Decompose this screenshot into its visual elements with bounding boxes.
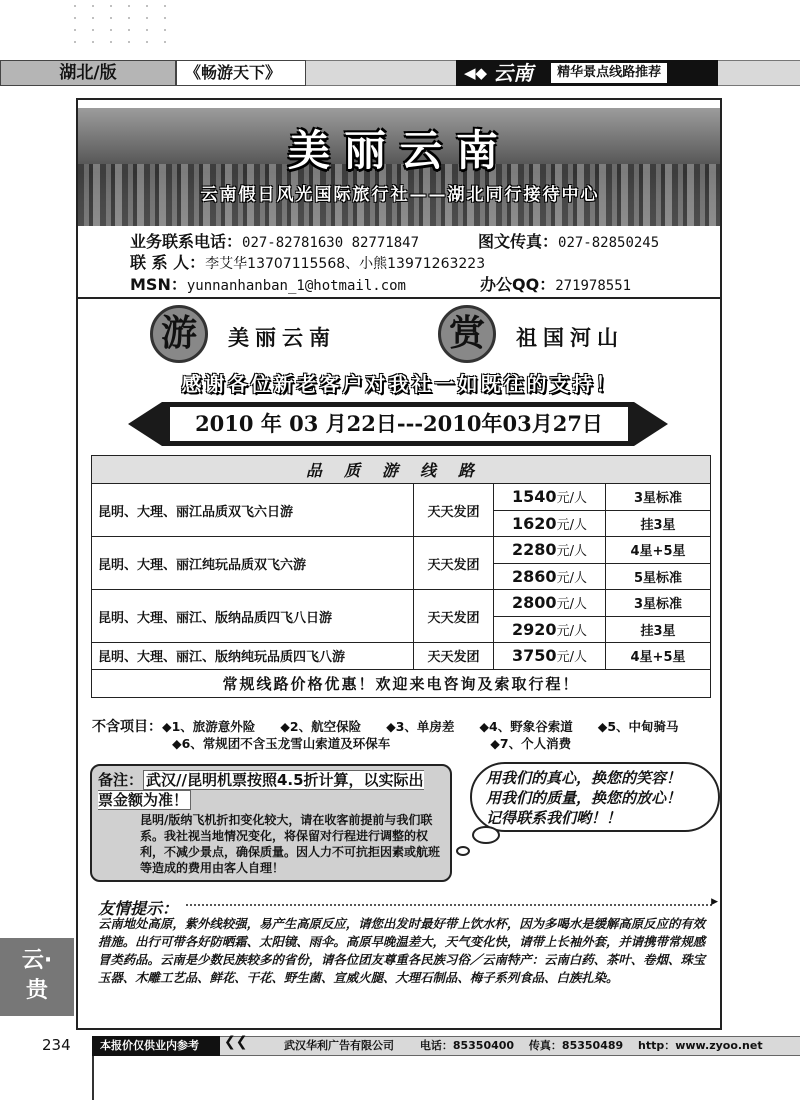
- price-value: 1620: [512, 513, 557, 533]
- hotel-standard: 挂3星: [606, 510, 711, 537]
- contact-msn-row: [130, 272, 406, 295]
- contact-qq-row: [480, 272, 631, 295]
- qq-label: 办公QQ：: [480, 275, 556, 294]
- diamond-icon: ◀◆: [464, 64, 488, 82]
- price-cell: [494, 484, 606, 511]
- route-name: 昆明、大理、丽江品质双飞六日游: [92, 484, 414, 537]
- excluded-list-1: ◆1、旅游意外险 ◆2、航空保险 ◆3、单房差 ◆4、野象谷索道 ◆5、中甸骑马: [162, 719, 679, 734]
- table-footer: 常规线路价格优惠！欢迎来电咨询及索取行程！: [92, 669, 711, 697]
- price-value: 2860: [512, 566, 557, 586]
- price-value: 1540: [512, 487, 557, 507]
- route-name: 昆明、大理、丽江、版纳品质四飞八日游: [92, 590, 414, 643]
- phone-value: 027-82781630 82771847: [242, 235, 420, 251]
- cloud-bubble: [456, 846, 470, 856]
- contact-fax-row: [478, 229, 659, 252]
- hotel-standard: 3星标准: [606, 484, 711, 511]
- fax-value: 027-82850245: [558, 235, 660, 251]
- departure: 天天发团: [414, 643, 494, 670]
- footer-phone-label: 电话：: [419, 1039, 453, 1052]
- table-row: [92, 537, 711, 564]
- price-unit: 元/人: [556, 517, 587, 533]
- dotted-arrow: [186, 904, 712, 906]
- note-heading: [98, 770, 438, 810]
- contact-phone-row: [130, 229, 419, 252]
- contact-person-row: [130, 250, 485, 273]
- footer-company: 武汉华利广告有限公司: [284, 1039, 394, 1052]
- slogan-left: 美丽云南: [228, 325, 336, 350]
- price-cell: [494, 510, 606, 537]
- divider: [78, 297, 720, 299]
- region-subtitle: 精华景点线路推荐: [551, 63, 667, 83]
- hotel-standard: 4星+5星: [606, 643, 711, 670]
- price-cell: [494, 563, 606, 590]
- thanks-message: 感谢各位新老客户对我社一如既往的支持！: [181, 372, 619, 396]
- edition-label: 湖北/版: [0, 60, 176, 86]
- region-name: 云南: [493, 61, 534, 85]
- excluded-label: 不含项目：: [92, 719, 162, 735]
- hotel-standard: 挂3星: [606, 616, 711, 643]
- fax-label: 图文传真：: [478, 232, 559, 251]
- excluded-items-line2: [172, 734, 571, 752]
- price-unit: 元/人: [556, 491, 587, 507]
- side-tab-line: 云·: [21, 948, 53, 973]
- departure: 天天发团: [414, 484, 494, 537]
- footer-disclaimer: 本报价仅供业内参考: [92, 1036, 220, 1056]
- price-cell: [494, 590, 606, 617]
- slogan-right: 祖国河山: [516, 325, 624, 350]
- page-number: 234: [42, 1036, 71, 1054]
- banner-title: 美丽云南: [287, 126, 512, 175]
- footer-web-label: http：: [638, 1039, 676, 1052]
- cloud-line: 记得联系我们哟！！: [486, 809, 622, 827]
- price-unit: 元/人: [556, 650, 587, 666]
- footer-phone: 85350400: [452, 1039, 515, 1052]
- cloud-line: 用我们的质量，换您的放心！: [486, 789, 682, 807]
- footer-fax-label: 传真：: [528, 1039, 562, 1052]
- msn-value: yunnanhanban_1@hotmail.com: [186, 278, 406, 294]
- hotel-standard: 5星标准: [606, 563, 711, 590]
- tour-circle-badge: 游: [150, 305, 208, 363]
- price-value: 2280: [512, 540, 557, 560]
- price-unit: 元/人: [556, 623, 587, 639]
- route-price-table: [91, 455, 711, 698]
- price-value: 3750: [512, 646, 557, 666]
- price-unit: 元/人: [556, 544, 587, 560]
- price-cell: [494, 537, 606, 564]
- person-label: 联 系 人：: [130, 253, 206, 272]
- departure: 天天发团: [414, 590, 494, 643]
- hotel-standard: 4星+5星: [606, 537, 711, 564]
- phone-label: 业务联系电话：: [130, 232, 243, 251]
- table-row: [92, 643, 711, 670]
- side-region-tab: [0, 938, 74, 1016]
- decorative-dot-grid: [66, 0, 166, 48]
- hotel-standard: 3星标准: [606, 590, 711, 617]
- footer-company-info: [284, 1036, 763, 1056]
- excluded-list-2: ◆6、常规团不含玉龙雪山索道及环保车 ◆7、个人消费: [172, 736, 572, 751]
- cloud-slogans: [486, 768, 712, 828]
- note-label: 备注：: [98, 771, 144, 789]
- route-name: 昆明、大理、丽江、版纳纯玩品质四飞八游: [92, 643, 414, 670]
- price-value: 2920: [512, 619, 557, 639]
- tips-body: 云南地处高原，紫外线较强，易产生高原反应，请您出发时最好带上饮水杯，因为多喝水是缓解高原反应的有效措施。出行可带各好防晒霜、太阳镜、雨伞。高原早晚温差大，天气变化快，请带上长袖外套，并请携带常规感冒类药品。云南是少数民族较多的省份，请各位团友尊重各民族习俗／云南特产：云南白药、茶叶、卷烟、珠宝玉器、木雕工艺品、鲜花、干花、野生菌、宣威火腿、大理石制品、梅子系列食品、白族扎染。: [98, 916, 706, 985]
- date-range: 2010 年 03 月22日---2010年03月27日: [170, 407, 628, 441]
- table-header: 品质游线路: [92, 456, 711, 484]
- person-value: 李艾华13707115568、小熊13971263223: [205, 256, 486, 272]
- banner-subtitle: 云南假日风光国际旅行社——湖北同行接待中心: [200, 185, 600, 205]
- departure: 天天发团: [414, 537, 494, 590]
- price-value: 2800: [512, 593, 557, 613]
- section-title: 《畅游天下》: [176, 60, 306, 86]
- enjoy-circle-badge: 赏: [438, 305, 496, 363]
- cloud-line: 用我们的真心，换您的笑容！: [486, 769, 682, 787]
- region-header: [456, 60, 718, 86]
- cloud-bubble: [472, 826, 500, 844]
- side-tab-line: 贵: [25, 978, 48, 1003]
- note-highlight: 武汉//昆明机票按照4.5折计算，以实际出票金额为准！: [98, 771, 424, 809]
- route-name: 昆明、大理、丽江纯玩品质双飞六游: [92, 537, 414, 590]
- table-row: [92, 590, 711, 617]
- price-cell: [494, 616, 606, 643]
- price-unit: 元/人: [556, 597, 587, 613]
- footer-rule: [92, 1056, 94, 1100]
- table-row: [92, 484, 711, 511]
- price-cell: [494, 643, 606, 670]
- chevron-left-icon: ❮❮: [224, 1034, 248, 1050]
- footer-fax: 85350489: [561, 1039, 624, 1052]
- footer-web: www.zyoo.net: [675, 1039, 763, 1052]
- tips-title: 友情提示：: [98, 899, 179, 918]
- excluded-items-line1: [92, 716, 679, 736]
- price-unit: 元/人: [556, 570, 587, 586]
- note-body: 昆明/版纳飞机折扣变化较大，请在收客前提前与我们联系。我社视当地情况变化，将保留对行程进行调整的权利，不减少景点，确保质量。因人力不可抗拒因素或航班等造成的费用由客人自理！: [140, 813, 441, 875]
- qq-value: 271978551: [555, 278, 632, 294]
- msn-label: MSN：: [130, 275, 187, 294]
